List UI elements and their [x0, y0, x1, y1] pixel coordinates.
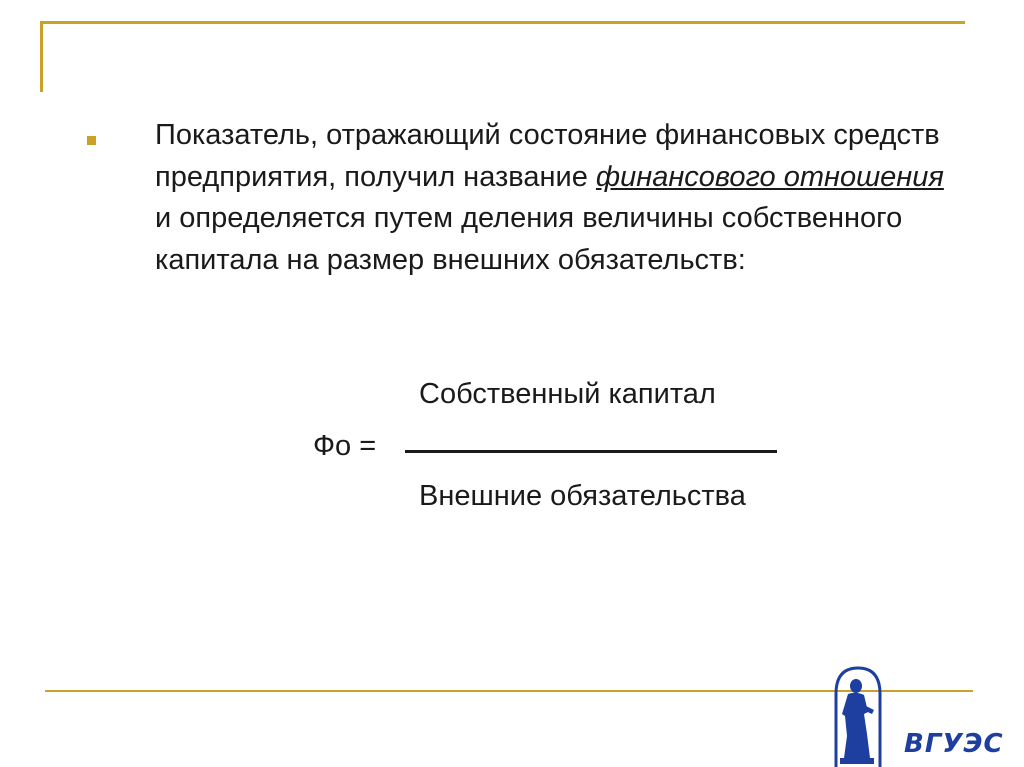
definition-paragraph — [155, 115, 955, 281]
paragraph-text-end: и определяется путем деления величины собственного капитала на размер внешних обязательств: — [155, 202, 903, 276]
formula-fraction-bar — [405, 450, 777, 453]
logo-text: ВГУЭС — [904, 729, 1004, 759]
frame-left-line — [40, 21, 43, 92]
university-logo — [834, 664, 1024, 767]
term-financial-ratio: финансового отношения — [595, 160, 944, 193]
paragraph-text-start: Показатель, отражающий состояние финансовых средств предприятия, получил название — [155, 119, 940, 193]
formula-denominator: Внешние обязательства — [419, 480, 746, 512]
formula-numerator: Собственный капитал — [419, 378, 716, 410]
frame-top-line — [40, 21, 965, 24]
formula-lhs: Фо = — [313, 430, 377, 462]
bullet-square — [87, 136, 96, 145]
